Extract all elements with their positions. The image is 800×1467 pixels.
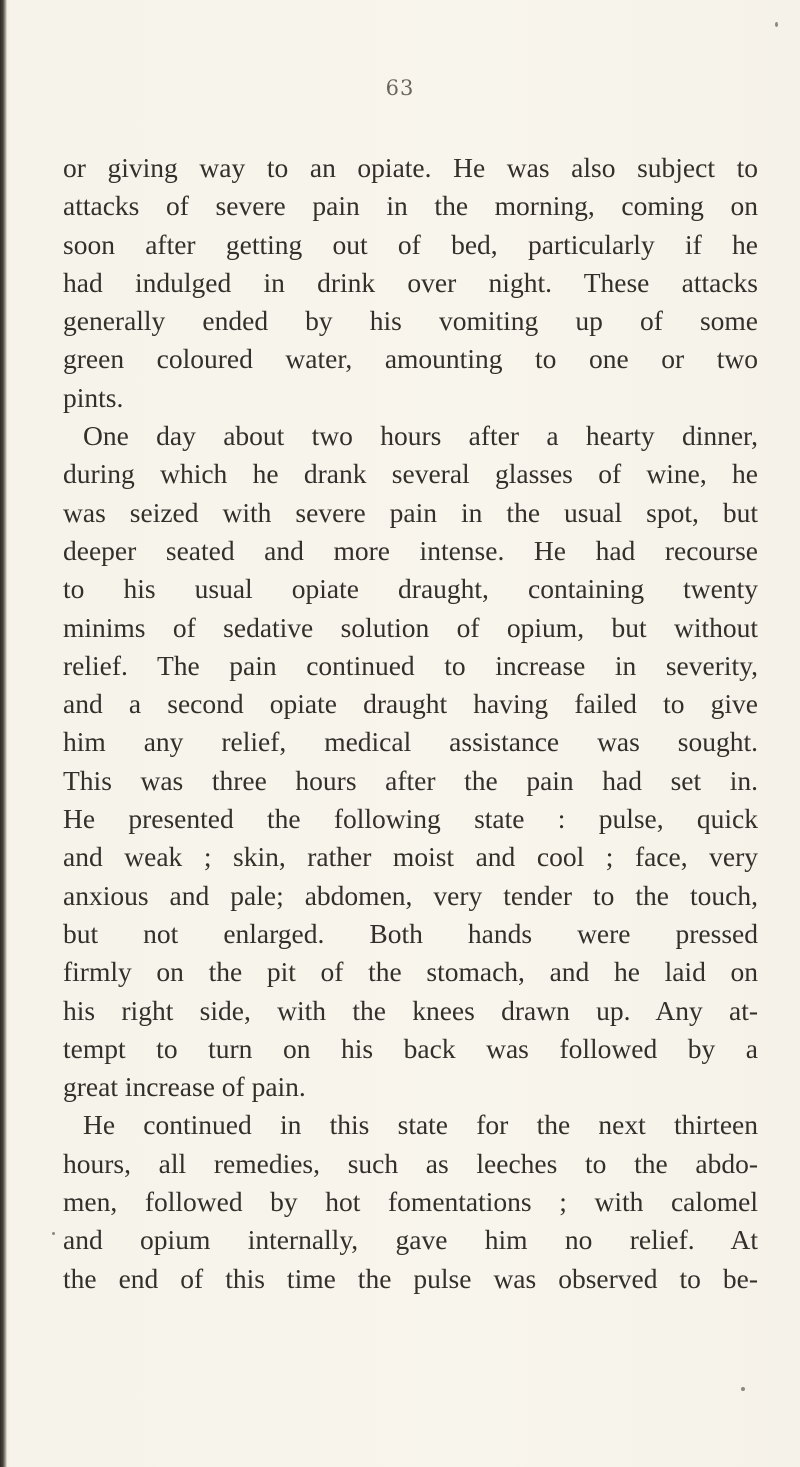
text-line: green coloured water, amounting to one or two — [63, 343, 758, 375]
text-line: deeper seated and more intense. He had recourse — [63, 534, 758, 566]
paper-speck — [52, 1232, 55, 1235]
text-line: and weak ; skin, rather moist and cool ; face, very — [63, 841, 758, 873]
text-line: He continued in this state for the next thirteen — [83, 1109, 758, 1141]
text-line: and opium internally, gave him no relief. At — [63, 1224, 758, 1256]
text-line: minims of sedative solution of opium, but without — [63, 611, 758, 643]
text-line: great increase of pain. — [63, 1071, 306, 1103]
text-line: One day about two hours after a hearty dinner, — [83, 420, 758, 452]
text-line: relief. The pain continued to increase in severity, — [63, 649, 758, 681]
page-binding-edge — [0, 0, 7, 1467]
body-text — [63, 149, 758, 1298]
text-line: and a second opiate draught having failed to give — [63, 688, 758, 720]
text-line: his right side, with the knees drawn up. Any at- — [63, 994, 758, 1026]
page-number: 63 — [385, 76, 415, 100]
text-line: anxious and pale; abdomen, very tender to the touch, — [63, 879, 758, 911]
text-line: him any relief, medical assistance was sought. — [63, 726, 758, 758]
text-line: during which he drank several glasses of wine, he — [63, 458, 758, 490]
text-line: to his usual opiate draught, containing twenty — [63, 573, 758, 605]
text-line: generally ended by his vomiting up of some — [63, 305, 758, 337]
text-line: This was three hours after the pain had set in. — [63, 764, 758, 796]
text-line: but not enlarged. Both hands were pressed — [63, 917, 758, 949]
text-line: men, followed by hot fomentations ; with calomel — [63, 1186, 758, 1218]
text-line: had indulged in drink over night. These attacks — [63, 266, 758, 298]
text-line: or giving way to an opiate. He was also subject to — [63, 152, 758, 183]
text-line: pints. — [63, 381, 124, 413]
text-line: He presented the following state : pulse, quick — [63, 803, 758, 835]
text-line: the end of this time the pulse was observed to be- — [63, 1262, 758, 1294]
text-line: firmly on the pit of the stomach, and he laid on — [63, 956, 758, 988]
paper-speck — [741, 1387, 745, 1391]
text-line: was seized with severe pain in the usual spot, but — [63, 496, 758, 528]
paper-speck — [775, 22, 778, 27]
text-line: hours, all remedies, such as leeches to the abdo- — [63, 1147, 758, 1179]
text-line: tempt to turn on his back was followed by a — [63, 1032, 758, 1064]
text-line: attacks of severe pain in the morning, coming on — [63, 190, 758, 222]
text-line: soon after getting out of bed, particularly if he — [63, 228, 758, 260]
